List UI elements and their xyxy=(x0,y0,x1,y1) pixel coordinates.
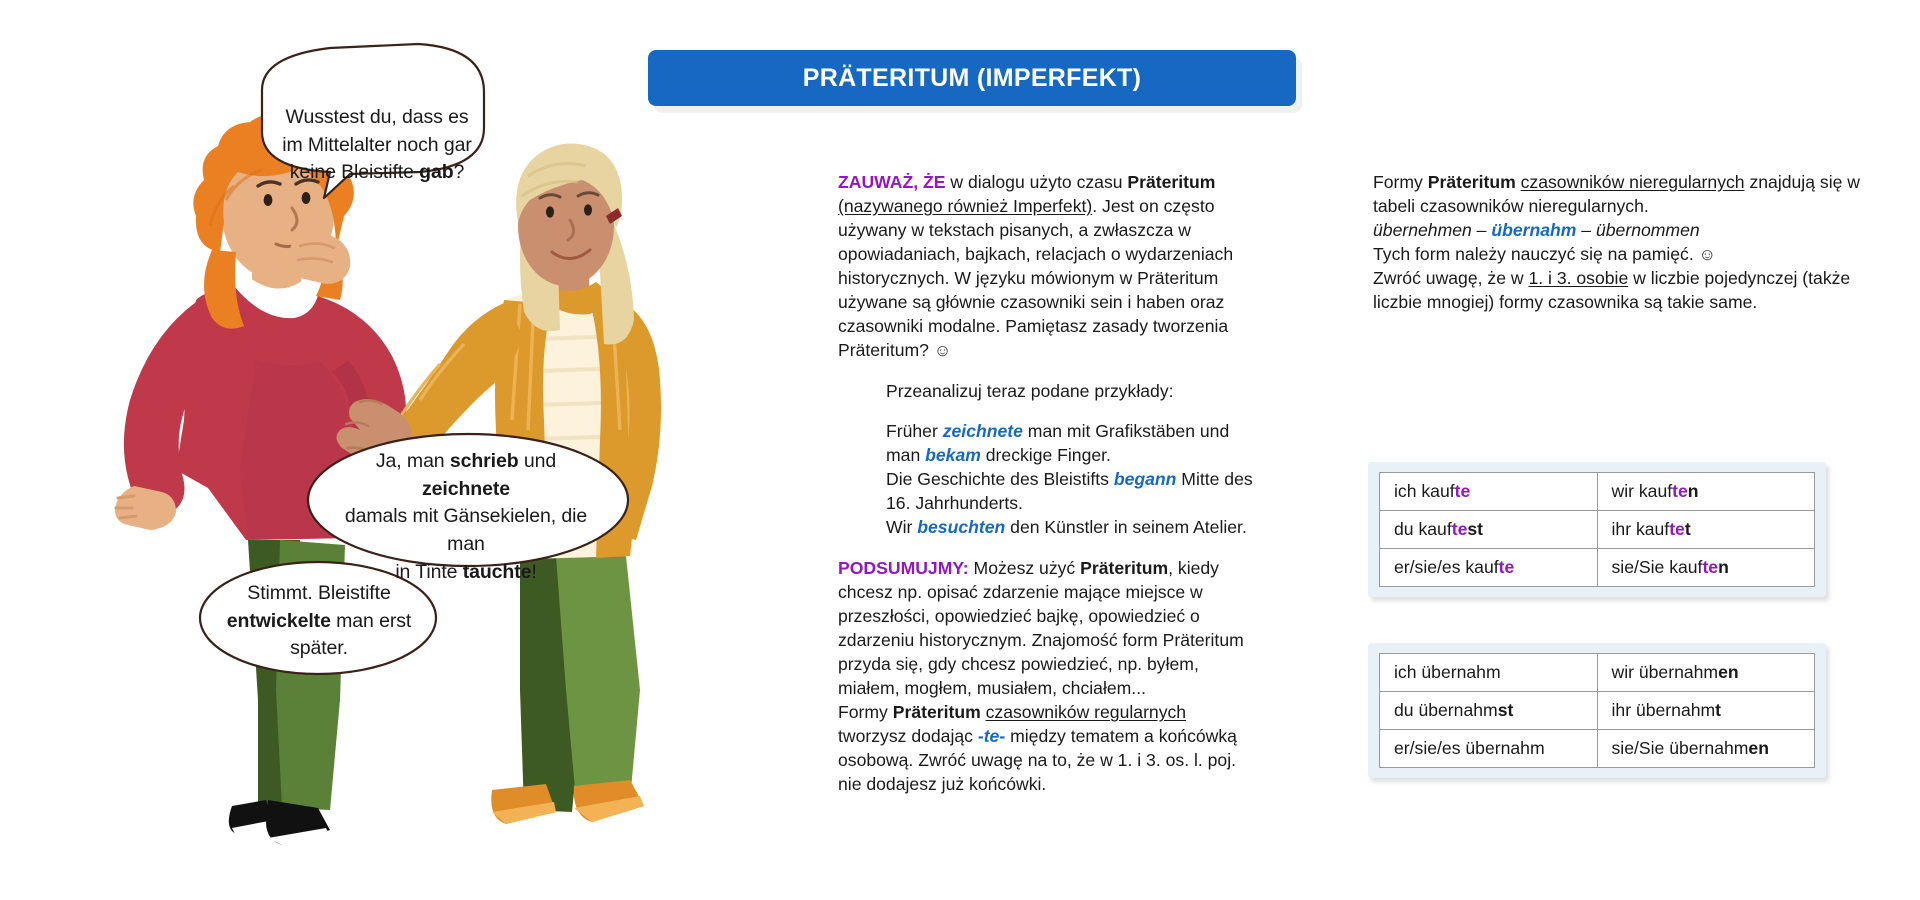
cell-ending-2: n xyxy=(1718,557,1729,577)
spacer-3 xyxy=(838,539,1258,556)
paragraph-zauwaz xyxy=(838,170,1258,362)
praeteritum-bold-3: Präteritum xyxy=(892,702,981,723)
cell-ending: te xyxy=(1451,519,1468,539)
smiley-icon-1: ☺ xyxy=(933,341,952,360)
paragraph-regular-verbs xyxy=(838,700,1258,796)
cell-ending: en xyxy=(1718,662,1739,682)
regular-seg3: tworzysz dodając xyxy=(838,726,978,747)
example-sentence-3 xyxy=(886,515,1258,539)
example-1-before: Früher xyxy=(886,421,943,442)
verb-separator-2: – xyxy=(1576,220,1596,240)
example-4-before: Wir xyxy=(886,517,918,538)
cell-ending: t xyxy=(1715,700,1722,720)
verb-forms-line xyxy=(1373,218,1883,242)
page-title: PRÄTERITUM (IMPERFEKT) xyxy=(648,50,1296,106)
irregular-verbs-underlined: czasowników nieregularnych xyxy=(1520,172,1745,192)
cell-stem: ihr kauf xyxy=(1611,519,1670,539)
table-cell xyxy=(1597,473,1815,511)
zauwaz-rest: . Jest on często używany w tekstach pisanych, a zwłaszcza w opowiadaniach, bajkach, relacjach o wydarzeniach historycznych. W języku mówionym w Präteritum używane są głównie czasowniki sein i haben oraz czasowniki modalne. Pamiętasz zasady tworzenia Präteritum? xyxy=(838,196,1234,360)
verb-separator-1: – xyxy=(1471,220,1492,240)
table-cell xyxy=(1380,692,1598,730)
examples-intro: Przeanalizuj teraz podane przykłady: xyxy=(886,381,1174,402)
table-cell xyxy=(1597,549,1815,587)
example-sentence-1 xyxy=(886,419,1258,467)
speech-bubble-3-text: Stimmt. Bleistifte entwickelte man erst später. xyxy=(226,582,412,660)
zauwaz-lead-label: ZAUWAŻ, ŻE xyxy=(838,172,946,192)
table-cell xyxy=(1380,511,1598,549)
table-row xyxy=(1380,511,1815,549)
podsumujmy-seg2: , kiedy chcesz np. opisać zdarzenie mające miejsce w przeszłości, opowiedzieć bajkę, opowiedzieć o zdarzeniu historycznym. Znajomość form Präteritum przyda się, gdy chcesz powiedzieć, np. byłem, miałem, mogłem, musiałem, chciałem... xyxy=(838,558,1244,699)
cell-ending: te xyxy=(1702,557,1719,577)
table-cell xyxy=(1597,692,1815,730)
cell-stem: ihr übernahm xyxy=(1611,700,1716,720)
irregular-seg3: znajdują się w tabeli czasowników nieregularnych. xyxy=(1373,172,1860,216)
verb-participle: übernommen xyxy=(1595,220,1700,240)
example-1-after: man mit Grafikstäben und man xyxy=(886,421,1230,466)
cell-ending-2: t xyxy=(1684,519,1691,539)
podsumujmy-lead-label: PODSUMUJMY: xyxy=(838,558,969,579)
cell-stem: wir kauf xyxy=(1611,481,1673,501)
example-2-verb: bekam xyxy=(925,445,981,466)
middle-text-column xyxy=(838,170,1258,796)
table-row xyxy=(1380,692,1815,730)
speech-bubble-1-text: Wusstest du, dass es im Mittelalter noch gar keine Bleistifte gab? xyxy=(282,106,472,184)
cell-ending: en xyxy=(1748,738,1769,758)
cell-stem: sie/Sie kauf xyxy=(1611,557,1703,577)
table-cell xyxy=(1380,730,1598,768)
smiley-icon-2: ☺ xyxy=(1698,245,1716,264)
imperfekt-underlined: (nazywanego również Imperfekt) xyxy=(838,196,1093,216)
spacer-1 xyxy=(838,362,1258,379)
irregular-seg1: Formy xyxy=(1373,172,1428,192)
person-1-3-underlined: 1. i 3. osobie xyxy=(1528,268,1629,289)
table-row xyxy=(1380,654,1815,692)
table-row xyxy=(1380,549,1815,587)
verb-infinitive: übernehmen xyxy=(1373,220,1472,240)
cell-stem: wir übernahm xyxy=(1611,662,1719,682)
regular-seg1: Formy xyxy=(838,702,893,723)
speech-bubble-2-text: Ja, man schrieb und zeichnete damals mit Gänsekielen, die man in Tinte tauchte! xyxy=(344,450,588,583)
verb-preterite: übernahm xyxy=(1491,220,1577,240)
example-4-after: den Künstler in seinem Atelier. xyxy=(1005,517,1247,538)
cell-stem: du kauf xyxy=(1394,519,1452,539)
cell-stem: er/sie/es kauf xyxy=(1394,557,1499,577)
zauwaz-after-lead: w dialogu użyto czasu xyxy=(945,172,1128,192)
praeteritum-bold-1: Präteritum xyxy=(1127,172,1216,192)
spacer-2 xyxy=(886,403,1258,419)
table-row xyxy=(1380,730,1815,768)
examples-block xyxy=(886,379,1258,539)
conjugation-table-uebernehmen-panel xyxy=(1368,643,1826,778)
example-3-verb: begann xyxy=(1113,469,1177,490)
example-3-before: Die Geschichte des Bleistifts xyxy=(886,469,1114,490)
table-cell xyxy=(1597,654,1815,692)
table-cell xyxy=(1380,549,1598,587)
cell-ending: te xyxy=(1669,519,1685,539)
example-3-after: Mitte des 16. Jahrhunderts. xyxy=(886,469,1253,514)
cell-stem: sie/Sie übernahm xyxy=(1611,738,1749,758)
cell-ending-2: n xyxy=(1687,481,1699,501)
cell-ending-2: st xyxy=(1467,519,1484,539)
regular-seg4: między tematem a końcówką osobową. Zwróć uwagę na to, że w 1. i 3. os. l. poj. nie dodajesz już końcówki. xyxy=(838,726,1237,795)
page-title-banner xyxy=(648,50,1296,108)
table-cell xyxy=(1380,473,1598,511)
paragraph-person-note xyxy=(1373,266,1883,314)
paragraph-podsumujmy xyxy=(838,556,1258,700)
te-infix-highlight: -te- xyxy=(977,726,1006,747)
cell-stem: ich übernahm xyxy=(1394,662,1501,682)
conjugation-table-kaufen xyxy=(1379,472,1815,587)
cell-ending: te xyxy=(1498,557,1515,577)
example-2-after: dreckige Finger. xyxy=(980,445,1111,466)
right-text-column xyxy=(1373,170,1883,314)
table-cell xyxy=(1380,654,1598,692)
cell-ending: te xyxy=(1672,481,1688,501)
podsumujmy-seg1: Możesz użyć xyxy=(968,558,1081,579)
cell-stem: er/sie/es übernahm xyxy=(1394,738,1545,758)
table-cell xyxy=(1597,511,1815,549)
table-row xyxy=(1380,473,1815,511)
paragraph-irregular-verbs xyxy=(1373,170,1883,218)
memorize-text: Tych form należy nauczyć się na pamięć. xyxy=(1373,244,1694,264)
person-note-seg1: Zwróć uwagę, że w xyxy=(1373,268,1529,289)
cell-ending: st xyxy=(1497,700,1514,720)
person-note-seg2: w liczbie pojedynczej (także liczbie mnogiej) formy czasownika są takie same. xyxy=(1373,268,1851,313)
regular-verbs-underlined: czasowników regularnych xyxy=(985,702,1187,723)
example-1-verb: zeichnete xyxy=(942,421,1023,442)
cell-stem: ich kauf xyxy=(1394,481,1455,501)
praeteritum-bold-4: Präteritum xyxy=(1427,172,1516,192)
cell-ending: te xyxy=(1454,481,1471,501)
conjugation-table-uebernehmen xyxy=(1379,653,1815,768)
cell-stem: du übernahm xyxy=(1394,700,1498,720)
example-sentence-2 xyxy=(886,467,1258,515)
praeteritum-bold-2: Präteritum xyxy=(1080,558,1169,579)
example-4-verb: besuchten xyxy=(917,517,1006,538)
conjugation-table-kaufen-panel xyxy=(1368,462,1826,597)
paragraph-memorize xyxy=(1373,242,1883,266)
table-cell xyxy=(1597,730,1815,768)
